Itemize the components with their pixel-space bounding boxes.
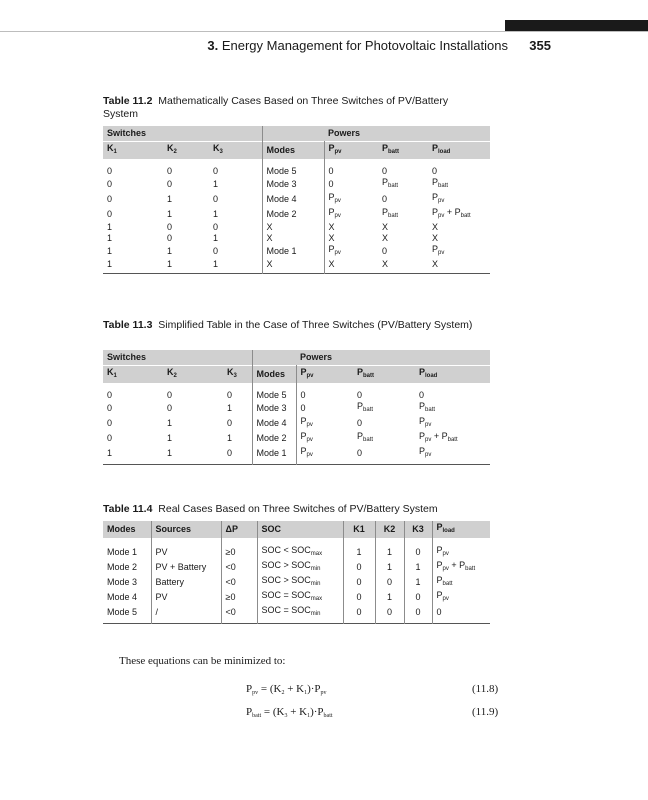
table-cell: $P_{pv} + P_{batt}$ [419, 431, 458, 443]
table-cell: 1 [107, 259, 113, 269]
table-cell: $P_{pv}$ [300, 416, 313, 428]
equation-body: $P_{batt} = (K_3 + K_1)\cdot P_{batt}$ [246, 706, 333, 719]
table-cell: 1 [404, 560, 432, 575]
table-row [103, 192, 490, 207]
table-cell: 0 [107, 209, 113, 219]
table-cell: 0 [300, 390, 306, 400]
table-cell: 0 [167, 403, 173, 413]
table-cell: X [382, 222, 389, 232]
table-cell: X [432, 259, 439, 269]
column-header: $P_{load}$ [432, 521, 490, 538]
table-cell: 0 [328, 179, 334, 189]
table-cell: $P_{batt}$ [382, 207, 399, 219]
table-cell: X [432, 222, 439, 232]
table-cell: $P_{batt}$ [382, 177, 399, 189]
table-cell: 0 [343, 590, 375, 605]
table-label: Table 11.3 [103, 319, 153, 331]
table-cell: Mode 2 [262, 207, 324, 222]
table-cell: Mode 5 [252, 383, 296, 401]
table-title: Mathematically Cases Based on Three Switches of PV/Battery System [103, 95, 449, 120]
table-label: Table 11.4 [103, 503, 153, 515]
table-cell: X [262, 233, 324, 244]
table-cell: 0 [223, 383, 252, 401]
table-cell: 0 [209, 222, 262, 233]
table-cell: 1 [209, 233, 262, 244]
table-cell: $P_{pv}$ [300, 446, 313, 458]
table-cell: 1 [375, 590, 404, 605]
table-cell: $P_{batt}$ [357, 431, 374, 443]
table-cell: $P_{pv}$ [436, 545, 449, 557]
column-header: Modes [252, 366, 296, 384]
table-body [103, 159, 490, 274]
table-cell: X [262, 222, 324, 233]
table-row [103, 222, 490, 233]
column-header: $P_{load}$ [428, 142, 490, 160]
table-11-3 [103, 350, 490, 465]
table-cell: / [151, 605, 221, 624]
column-header: $P_{batt}$ [353, 366, 415, 384]
column-header: $K_1$ [103, 142, 163, 160]
table-cell: $P_{pv}$ [436, 590, 449, 602]
table-cell: 0 [375, 605, 404, 624]
table-cell: 0 [357, 390, 363, 400]
table-row [103, 575, 490, 590]
table-row [103, 383, 490, 401]
table-cell: 0 [209, 159, 262, 177]
table-cell: PV [151, 590, 221, 605]
table-cell: 0 [382, 194, 388, 204]
table-row [103, 446, 490, 465]
column-header: $K_2$ [163, 142, 209, 160]
table-cell: SOC > $SOC_{min}$ [257, 575, 343, 590]
table-cell: 1 [107, 222, 113, 232]
table-11-4-caption [103, 503, 483, 516]
table-cell: $P_{batt}$ [432, 177, 449, 189]
table-cell: 0 [382, 166, 388, 176]
table-cell: X [382, 259, 389, 269]
table-cell: 1 [343, 538, 375, 560]
table-cell: 0 [223, 416, 252, 431]
table-cell: 1 [223, 401, 252, 416]
table-cell: $P_{batt}$ [357, 401, 374, 413]
table-11-4 [103, 521, 490, 624]
table-title: Real Cases Based on Three Switches of PV/Battery System [158, 503, 438, 515]
table-body [103, 383, 490, 465]
table-row [103, 590, 490, 605]
table-row [103, 416, 490, 431]
table-cell: 0 [375, 575, 404, 590]
column-header: Sources [151, 521, 221, 538]
table-11-3-caption [103, 319, 483, 332]
table-body [103, 538, 490, 624]
equation-body: $P_{pv} = (K_2 + K_1)\cdot P_{pv}$ [246, 683, 327, 696]
table-cell: 1 [404, 575, 432, 590]
table-title: Simplified Table in the Case of Three Switches (PV/Battery System) [158, 319, 473, 331]
table-cell: 0 [107, 166, 113, 176]
table-cell: 1 [209, 177, 262, 192]
table-cell: 0 [432, 166, 438, 176]
table-11-2-caption [103, 95, 483, 121]
table-cell: $P_{pv} + P_{batt}$ [432, 207, 471, 219]
table-cell: SOC > $SOC_{min}$ [257, 560, 343, 575]
table-cell: 1 [375, 538, 404, 560]
table-cell: 0 [107, 194, 113, 204]
table-cell: Mode 1 [103, 538, 151, 560]
table-cell: 0 [107, 179, 113, 189]
table-cell: 0 [223, 446, 252, 465]
powers-group-header: Powers [296, 350, 490, 366]
table-cell: $P_{pv}$ [328, 207, 341, 219]
table-cell: 1 [209, 259, 262, 274]
powers-group-header: Powers [324, 126, 490, 142]
table-row [103, 538, 490, 560]
table-11-2 [103, 126, 490, 274]
table-cell: Mode 2 [103, 560, 151, 575]
table-cell: $P_{pv}$ [328, 244, 341, 256]
table-row [103, 159, 490, 177]
table-row [103, 431, 490, 446]
page-number: 355 [529, 38, 551, 53]
table-cell: Mode 2 [252, 431, 296, 446]
table-label: Table 11.2 [103, 95, 153, 107]
table-cell: 0 [107, 433, 113, 443]
table-cell: 0 [404, 605, 432, 624]
table-cell: X [328, 222, 335, 232]
table-cell: $P_{pv}$ [419, 446, 432, 458]
table-cell: 1 [167, 209, 173, 219]
table-cell: 0 [357, 448, 363, 458]
table-cell: Mode 1 [262, 244, 324, 259]
table-cell: ≥0 [221, 590, 257, 605]
equation-number: (11.9) [472, 706, 499, 718]
equation-number: (11.8) [472, 683, 499, 695]
table-cell: ≥0 [221, 538, 257, 560]
table-cell: $P_{pv}$ [328, 192, 341, 204]
table-cell: $P_{pv}$ [432, 244, 445, 256]
column-header: $P_{pv}$ [296, 366, 353, 384]
column-header: $P_{load}$ [415, 366, 490, 384]
table-cell: 1 [107, 233, 113, 243]
table-cell: X [328, 259, 335, 269]
table-cell: Mode 5 [103, 605, 151, 624]
table-cell: Mode 3 [262, 177, 324, 192]
table-cell: 0 [404, 590, 432, 605]
table-cell: 0 [107, 403, 113, 413]
table-cell: PV [151, 538, 221, 560]
chapter-title: Energy Management for Photovoltaic Installations [221, 38, 508, 53]
table-cell: X [328, 233, 335, 243]
table-cell: 0 [382, 246, 388, 256]
table-cell: X [262, 259, 324, 274]
column-header: $K_1$ [103, 366, 163, 384]
table-cell: 0 [167, 179, 173, 189]
table-cell: 0 [209, 192, 262, 207]
table-cell: 0 [209, 244, 262, 259]
switches-group-header: Switches [103, 350, 252, 366]
table-cell: PV + Battery [151, 560, 221, 575]
table-cell: 0 [107, 418, 113, 428]
column-header: K1 [343, 521, 375, 538]
table-row [103, 560, 490, 575]
table-cell: Mode 4 [103, 590, 151, 605]
table-cell: 0 [343, 605, 375, 624]
table-cell: 0 [419, 390, 425, 400]
table-cell: 0 [167, 233, 173, 243]
table-cell: SOC = $SOC_{max}$ [257, 590, 343, 605]
table-cell: <0 [221, 560, 257, 575]
table-cell: 1 [107, 246, 113, 256]
table-cell: Mode 1 [252, 446, 296, 465]
table-cell: 1 [167, 418, 173, 428]
table-cell: 0 [167, 166, 173, 176]
table-cell: Mode 3 [252, 401, 296, 416]
table-row [103, 177, 490, 192]
table-cell: 0 [343, 575, 375, 590]
table-cell: Mode 4 [262, 192, 324, 207]
column-header: $K_3$ [223, 366, 252, 384]
table-cell: 0 [300, 403, 306, 413]
table-cell: 1 [167, 194, 173, 204]
column-header: $P_{pv}$ [324, 142, 378, 160]
table-cell: $P_{batt}$ [436, 575, 453, 587]
table-cell: $P_{pv}$ [300, 431, 313, 443]
table-cell: $P_{batt}$ [419, 401, 436, 413]
table-cell: 0 [343, 560, 375, 575]
table-cell: <0 [221, 605, 257, 624]
column-header: K2 [375, 521, 404, 538]
header-rule [0, 31, 648, 32]
column-header: K3 [404, 521, 432, 538]
table-cell: 1 [209, 207, 262, 222]
table-row [103, 401, 490, 416]
table-cell: 0 [436, 607, 442, 617]
table-cell: 0 [167, 222, 173, 232]
table-cell: 1 [167, 259, 173, 269]
column-header: Modes [262, 142, 324, 160]
table-row [103, 244, 490, 259]
table-cell: 0 [404, 538, 432, 560]
table-cell: Mode 3 [103, 575, 151, 590]
column-header: $P_{batt}$ [378, 142, 428, 160]
table-row [103, 605, 490, 624]
table-cell: $P_{pv} + P_{batt}$ [436, 560, 476, 572]
table-cell: Mode 4 [252, 416, 296, 431]
column-header: $K_2$ [163, 366, 223, 384]
table-cell: 1 [167, 433, 173, 443]
table-cell: SOC = $SOC_{min}$ [257, 605, 343, 624]
chapter-number: 3. [207, 38, 219, 53]
table-cell: X [382, 233, 389, 243]
intro-paragraph: These equations can be minimized to: [119, 655, 286, 667]
table-cell: 1 [223, 431, 252, 446]
table-cell: 1 [375, 560, 404, 575]
table-cell: 1 [167, 448, 173, 458]
table-cell: 0 [328, 166, 334, 176]
column-header: SOC [257, 521, 343, 538]
table-cell: $P_{pv}$ [419, 416, 432, 428]
table-cell: 0 [107, 390, 113, 400]
table-row [103, 233, 490, 244]
table-cell: 0 [357, 418, 363, 428]
table-cell: $P_{pv}$ [432, 192, 445, 204]
table-cell: Battery [151, 575, 221, 590]
table-row [103, 259, 490, 274]
table-cell: 0 [167, 390, 173, 400]
table-cell: SOC < $SOC_{max}$ [257, 538, 343, 560]
table-cell: 1 [167, 246, 173, 256]
table-cell: <0 [221, 575, 257, 590]
table-cell: Mode 5 [262, 159, 324, 177]
switches-group-header: Switches [103, 126, 262, 142]
column-header: ΔP [221, 521, 257, 538]
column-header: $K_3$ [209, 142, 262, 160]
running-head [207, 38, 508, 53]
table-row [103, 207, 490, 222]
table-cell: X [432, 233, 439, 243]
column-header: Modes [103, 521, 151, 538]
table-cell: 1 [107, 448, 113, 458]
